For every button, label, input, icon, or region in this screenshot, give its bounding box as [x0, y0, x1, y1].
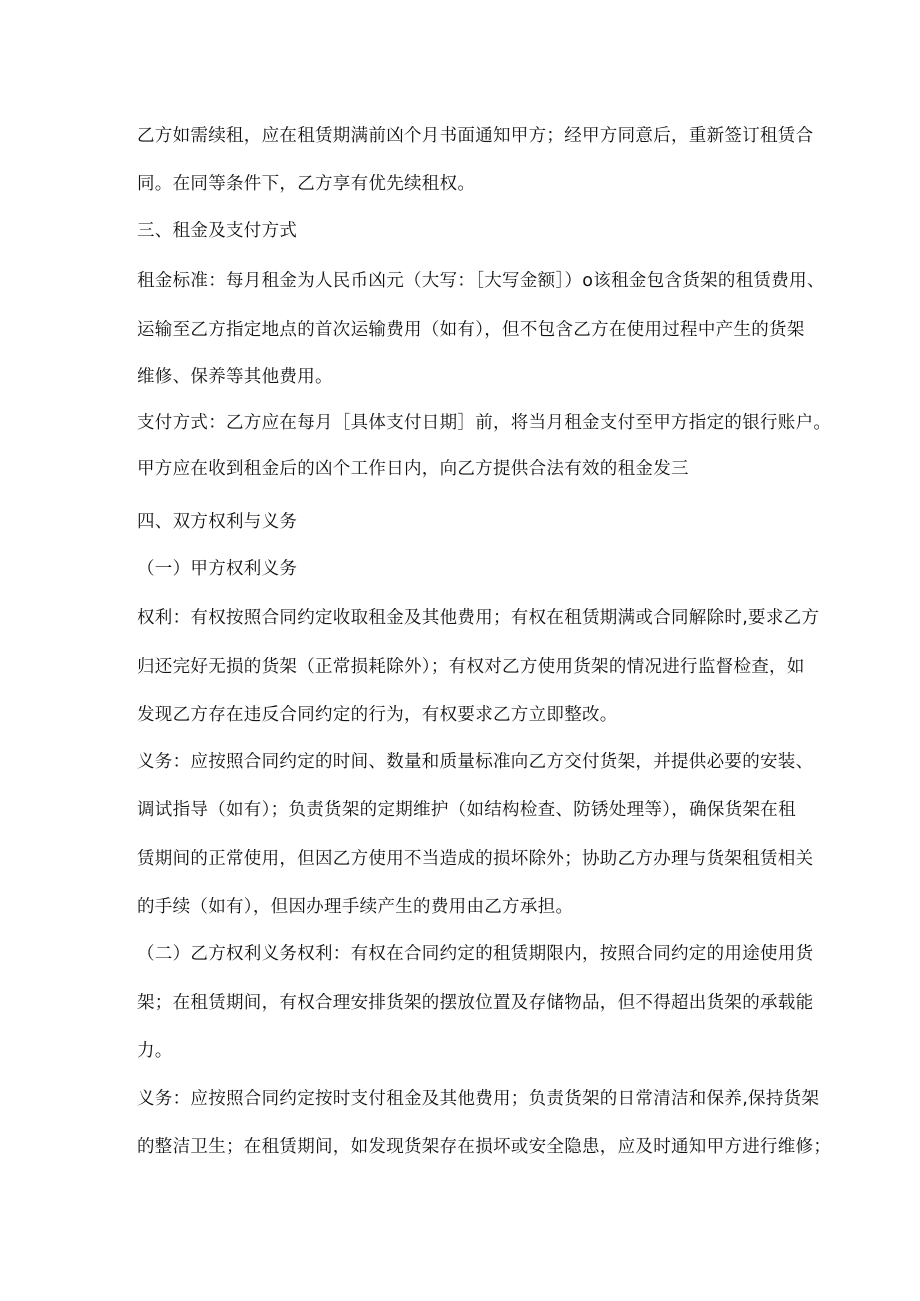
renewal-clause-line-1: 乙方如需续租，应在租赁期满前凶个月书面通知甲方；经甲方同意后，重新签订租赁合 — [137, 126, 814, 146]
section-4-heading: 四、双方权利与义务 — [137, 512, 298, 532]
party-a-rights-line-2: 归还完好无损的货架（正常损耗除外）；有权对乙方使用货架的情况进行监督检查，如 — [137, 657, 805, 677]
rent-standard-line-1: 租金标准：每月租金为人民币凶元（大写：［大写金额］）o该租金包含货架的租赁费用、 — [137, 271, 825, 291]
party-a-duties-line-3: 赁期间的正常使用，但因乙方使用不当造成的损坏除外；协助乙方办理与货架租赁相关 — [137, 849, 814, 869]
party-b-rights-line-3: 力。 — [137, 1041, 173, 1061]
party-a-duties-line-4: 的手续（如有），但因办理手续产生的费用由乙方承担。 — [137, 897, 574, 917]
party-a-rights-line-3: 发现乙方存在违反合同约定的行为，有权要求乙方立即整改。 — [137, 705, 618, 725]
party-a-subheading: （一）甲方权利义务 — [137, 559, 298, 579]
party-a-duties-line-2: 调试指导（如有）；负责货架的定期维护（如结构检查、防锈处理等），确保货架在租 — [137, 800, 796, 820]
party-b-duties-line-2: 的整洁卫生；在租赁期间，如发现货架存在损坏或安全隐患，应及时通知甲方进行维修； — [137, 1137, 832, 1157]
party-a-duties-line-1: 义务：应按照合同约定的时间、数量和质量标准向乙方交付货架，并提供必要的安装、 — [137, 752, 814, 772]
rent-standard-line-2: 运输至乙方指定地点的首次运输费用（如有），但不包含乙方在使用过程中产生的货架 — [137, 320, 805, 340]
renewal-clause-line-2: 同。在同等条件下，乙方享有优先续租权。 — [137, 174, 476, 194]
party-a-rights-line-1: 权利：有权按照合同约定收取租金及其他费用；有权在租赁期满或合同解除时,要求乙方 — [137, 608, 820, 628]
payment-method-line-1: 支付方式：乙方应在每月［具体支付日期］前，将当月租金支付至甲方指定的银行账户。 — [137, 413, 832, 433]
party-b-duties-line-1: 义务：应按照合同约定按时支付租金及其他费用；负责货架的日常清洁和保养,保持货架 — [137, 1089, 820, 1109]
section-3-heading: 三、租金及支付方式 — [137, 221, 298, 241]
rent-standard-line-3: 维修、保养等其他费用。 — [137, 367, 333, 387]
party-b-rights-line-1: （二）乙方权利义务权利：有权在合同约定的租赁期限内，按照合同约定的用途使用货 — [137, 944, 814, 964]
payment-method-line-2: 甲方应在收到租金后的凶个工作日内，向乙方提供合法有效的租金发三 — [137, 459, 689, 479]
party-b-rights-line-2: 架；在租赁期间，有权合理安排货架的摆放位置及存储物品，但不得超出货架的承载能 — [137, 993, 814, 1013]
